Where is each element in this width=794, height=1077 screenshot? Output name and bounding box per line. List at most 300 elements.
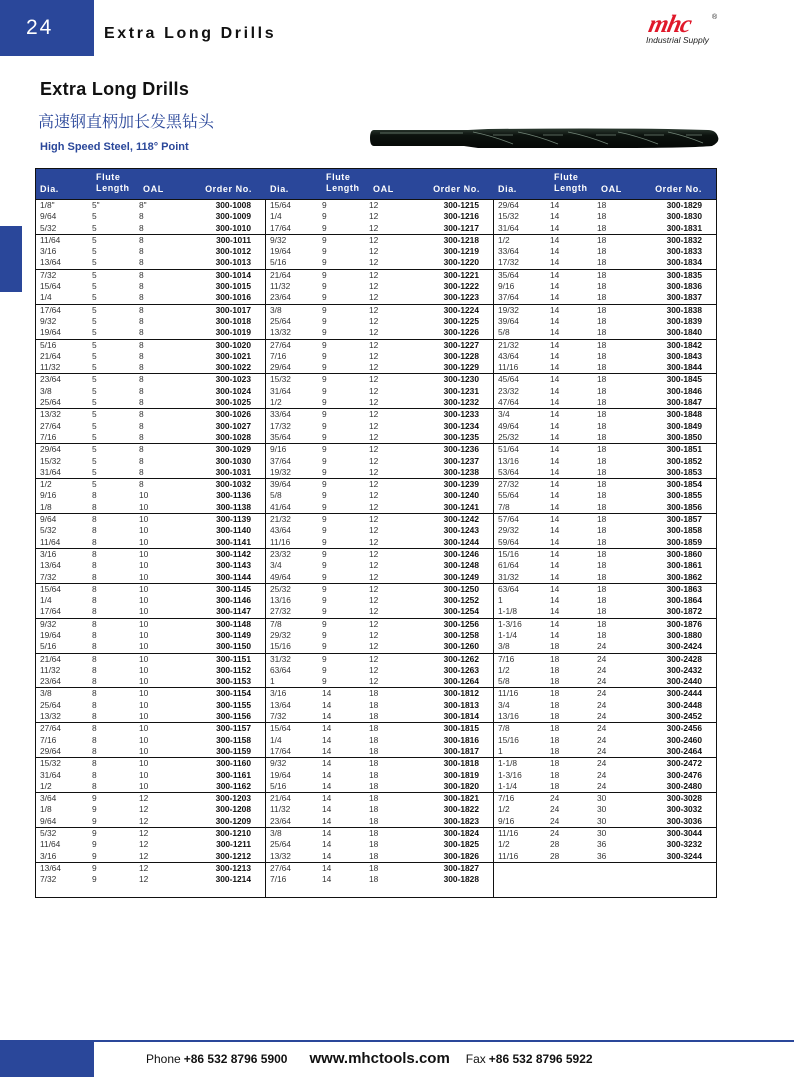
cell-flute-length: 14 bbox=[322, 828, 332, 839]
cell-flute-length: 14 bbox=[550, 431, 560, 442]
cell-order-no: 300-1847 bbox=[666, 397, 702, 408]
cell-dia: 3/64 bbox=[40, 793, 57, 804]
row-block bbox=[36, 688, 265, 723]
cell-oal: 12 bbox=[369, 525, 379, 536]
cell-oal: 10 bbox=[139, 536, 149, 547]
table-row bbox=[36, 362, 265, 373]
cell-order-no: 300-3032 bbox=[666, 804, 702, 815]
cell-oal: 12 bbox=[369, 676, 379, 687]
table-row bbox=[36, 490, 265, 501]
cell-order-no: 300-1230 bbox=[443, 374, 479, 385]
cell-order-no: 300-2464 bbox=[666, 745, 702, 756]
table-row bbox=[494, 537, 716, 548]
cell-oal: 18 bbox=[597, 583, 607, 594]
table-row bbox=[266, 397, 493, 408]
cell-order-no: 300-1835 bbox=[666, 269, 702, 280]
row-block bbox=[36, 270, 265, 305]
cell-oal: 12 bbox=[139, 828, 149, 839]
cell-order-no: 300-2424 bbox=[666, 641, 702, 652]
cell-order-no: 300-1817 bbox=[443, 745, 479, 756]
cell-flute-length: 5 bbox=[92, 211, 97, 222]
cell-oal: 12 bbox=[369, 444, 379, 455]
table-row bbox=[494, 770, 716, 781]
section-subtitle: High Speed Steel, 118° Point bbox=[40, 141, 189, 153]
cell-oal: 18 bbox=[597, 234, 607, 245]
cell-flute-length: 9 bbox=[322, 222, 327, 233]
cell-order-no: 300-1218 bbox=[443, 234, 479, 245]
row-block bbox=[494, 688, 716, 723]
cell-flute-length: 14 bbox=[550, 629, 560, 640]
cell-dia: 1/2 bbox=[498, 804, 510, 815]
cell-dia: 3/16 bbox=[40, 246, 57, 257]
cell-oal: 8 bbox=[139, 246, 144, 257]
cell-flute-length: 8 bbox=[92, 536, 97, 547]
cell-order-no: 300-1824 bbox=[443, 828, 479, 839]
cell-dia: 31/64 bbox=[40, 466, 61, 477]
row-block bbox=[266, 340, 493, 375]
cell-dia: 7/32 bbox=[40, 874, 57, 885]
cell-order-no: 300-1025 bbox=[215, 397, 251, 408]
cell-oal: 12 bbox=[369, 583, 379, 594]
cell-order-no: 300-1215 bbox=[443, 200, 479, 210]
cell-dia: 17/64 bbox=[270, 222, 291, 233]
cell-order-no: 300-1254 bbox=[443, 606, 479, 617]
cell-dia: 7/16 bbox=[40, 734, 57, 745]
cell-order-no: 300-1008 bbox=[215, 200, 251, 210]
cell-flute-length: 9 bbox=[322, 431, 327, 442]
cell-order-no: 300-1252 bbox=[443, 595, 479, 606]
cell-flute-length: 14 bbox=[322, 815, 332, 826]
cell-oal: 12 bbox=[139, 804, 149, 815]
cell-order-no: 300-1019 bbox=[215, 327, 251, 338]
cell-oal: 18 bbox=[597, 571, 607, 582]
table-row bbox=[494, 781, 716, 792]
row-block bbox=[266, 514, 493, 549]
cell-oal: 12 bbox=[369, 431, 379, 442]
cell-order-no: 300-1143 bbox=[216, 560, 251, 571]
cell-flute-length: 14 bbox=[550, 269, 560, 280]
row-block bbox=[494, 793, 716, 828]
cell-flute-length: 5 bbox=[92, 466, 97, 477]
cell-oal: 18 bbox=[597, 200, 607, 210]
cell-oal: 18 bbox=[369, 815, 379, 826]
cell-flute-length: 9 bbox=[322, 490, 327, 501]
cell-flute-length: 5 bbox=[92, 385, 97, 396]
cell-flute-length: 24 bbox=[550, 815, 560, 826]
cell-flute-length: 8 bbox=[92, 583, 97, 594]
cell-oal: 8 bbox=[139, 339, 144, 350]
cell-flute-length: 8 bbox=[92, 769, 97, 780]
cell-flute-length: 14 bbox=[550, 362, 560, 373]
cell-dia: 3/16 bbox=[40, 850, 57, 861]
cell-flute-length: 8 bbox=[92, 618, 97, 629]
cell-oal: 12 bbox=[369, 595, 379, 606]
cell-order-no: 300-1015 bbox=[215, 281, 251, 292]
header-dia: Dia. bbox=[270, 184, 289, 194]
cell-oal: 10 bbox=[139, 653, 149, 664]
cell-order-no: 300-1027 bbox=[215, 420, 251, 431]
cell-order-no: 300-1820 bbox=[443, 780, 479, 791]
cell-oal: 18 bbox=[597, 431, 607, 442]
cell-dia: 33/64 bbox=[270, 409, 291, 420]
cell-flute-length: 14 bbox=[550, 514, 560, 525]
row-block bbox=[36, 793, 265, 828]
cell-oal: 10 bbox=[139, 548, 149, 559]
cell-order-no: 300-1831 bbox=[666, 222, 702, 233]
cell-dia: 5/16 bbox=[270, 780, 287, 791]
cell-dia: 1-3/16 bbox=[498, 618, 522, 629]
row-block bbox=[36, 549, 265, 584]
cell-dia: 1/2 bbox=[498, 234, 510, 245]
row-block bbox=[494, 200, 716, 235]
cell-flute-length: 9 bbox=[322, 269, 327, 280]
cell-oal: 10 bbox=[139, 501, 149, 512]
table-row bbox=[494, 560, 716, 571]
table-row bbox=[36, 851, 265, 862]
table-row bbox=[266, 793, 493, 804]
cell-flute-length: 8 bbox=[92, 571, 97, 582]
cell-flute-length: 14 bbox=[550, 327, 560, 338]
cell-dia: 3/8 bbox=[270, 828, 282, 839]
cell-oal: 12 bbox=[369, 397, 379, 408]
table-row bbox=[494, 758, 716, 769]
cell-oal: 8 bbox=[139, 315, 144, 326]
cell-dia: 51/64 bbox=[498, 444, 519, 455]
cell-dia: 23/64 bbox=[40, 374, 61, 385]
cell-dia: 19/64 bbox=[270, 769, 291, 780]
table-row bbox=[36, 281, 265, 292]
row-block bbox=[494, 340, 716, 375]
table-row bbox=[266, 723, 493, 734]
cell-order-no: 300-1822 bbox=[443, 804, 479, 815]
header-oal: OAL bbox=[143, 184, 164, 194]
cell-order-no: 300-1816 bbox=[443, 734, 479, 745]
cell-order-no: 300-1010 bbox=[215, 222, 251, 233]
cell-dia: 27/32 bbox=[270, 606, 291, 617]
table-row bbox=[36, 549, 265, 560]
cell-order-no: 300-2440 bbox=[666, 676, 702, 687]
cell-flute-length: 18 bbox=[550, 711, 560, 722]
cell-flute-length: 14 bbox=[322, 688, 332, 699]
cell-order-no: 300-1842 bbox=[666, 339, 702, 350]
table-row bbox=[494, 654, 716, 665]
cell-dia: 1-1/4 bbox=[498, 780, 518, 791]
cell-order-no: 300-1862 bbox=[666, 571, 702, 582]
fax-number: +86 532 8796 5922 bbox=[488, 1052, 593, 1066]
cell-dia: 15/32 bbox=[270, 374, 291, 385]
cell-dia: 1-1/8 bbox=[498, 758, 518, 769]
cell-order-no: 300-1819 bbox=[443, 769, 479, 780]
cell-flute-length: 14 bbox=[550, 420, 560, 431]
cell-dia: 11/32 bbox=[40, 664, 61, 675]
table-row bbox=[494, 351, 716, 362]
table-row bbox=[36, 421, 265, 432]
cell-oal: 10 bbox=[139, 676, 149, 687]
cell-flute-length: 9 bbox=[322, 514, 327, 525]
column-group-1 bbox=[36, 200, 266, 897]
cell-oal: 12 bbox=[139, 862, 149, 873]
cell-oal: 18 bbox=[597, 479, 607, 490]
cell-flute-length: 9 bbox=[322, 385, 327, 396]
cell-order-no: 300-1214 bbox=[215, 874, 251, 885]
cell-dia: 11/64 bbox=[40, 536, 61, 547]
table-row bbox=[36, 223, 265, 234]
table-row bbox=[266, 514, 493, 525]
row-block bbox=[36, 340, 265, 375]
cell-flute-length: 24 bbox=[550, 804, 560, 815]
header-oal: OAL bbox=[373, 184, 394, 194]
row-block bbox=[266, 723, 493, 758]
cell-dia: 7/32 bbox=[270, 711, 287, 722]
table-row bbox=[266, 432, 493, 443]
cell-order-no: 300-1151 bbox=[216, 653, 251, 664]
row-block bbox=[494, 305, 716, 340]
cell-order-no: 300-1136 bbox=[216, 490, 251, 501]
row-block bbox=[36, 758, 265, 793]
table-row bbox=[36, 804, 265, 815]
cell-dia: 11/64 bbox=[40, 234, 61, 245]
cell-dia: 1 bbox=[270, 676, 275, 687]
row-block bbox=[36, 514, 265, 549]
row-block bbox=[494, 549, 716, 584]
cell-dia: 3/16 bbox=[40, 548, 57, 559]
cell-oal: 12 bbox=[369, 409, 379, 420]
cell-order-no: 300-1813 bbox=[443, 699, 479, 710]
cell-flute-length: 9 bbox=[322, 304, 327, 315]
cell-oal: 18 bbox=[597, 629, 607, 640]
table-row bbox=[36, 688, 265, 699]
cell-order-no: 300-1222 bbox=[443, 281, 479, 292]
table-row bbox=[494, 211, 716, 222]
cell-dia: 17/64 bbox=[270, 745, 291, 756]
cell-oal: 10 bbox=[139, 571, 149, 582]
cell-order-no: 300-1221 bbox=[443, 269, 479, 280]
cell-oal: 10 bbox=[139, 618, 149, 629]
cell-oal: 24 bbox=[597, 780, 607, 791]
cell-order-no: 300-1243 bbox=[443, 525, 479, 536]
cell-order-no: 300-1231 bbox=[443, 385, 479, 396]
table-row bbox=[494, 595, 716, 606]
cell-oal: 8 bbox=[139, 269, 144, 280]
table-row bbox=[266, 351, 493, 362]
phone-label: Phone bbox=[146, 1052, 181, 1066]
table-row bbox=[494, 397, 716, 408]
cell-oal: 18 bbox=[369, 758, 379, 769]
section-title: Extra Long Drills bbox=[40, 79, 190, 99]
cell-order-no: 300-1138 bbox=[216, 501, 251, 512]
table-row bbox=[266, 479, 493, 490]
table-row bbox=[266, 816, 493, 827]
cell-dia: 29/64 bbox=[40, 444, 61, 455]
table-row bbox=[36, 758, 265, 769]
table-row bbox=[36, 467, 265, 478]
cell-dia: 37/64 bbox=[270, 455, 291, 466]
cell-order-no: 300-1850 bbox=[666, 431, 702, 442]
cell-order-no: 300-1031 bbox=[215, 466, 251, 477]
cell-order-no: 300-1159 bbox=[216, 745, 251, 756]
table-row bbox=[36, 479, 265, 490]
cell-flute-length: 14 bbox=[550, 211, 560, 222]
table-row bbox=[36, 572, 265, 583]
row-block bbox=[494, 758, 716, 793]
cell-order-no: 300-1861 bbox=[666, 560, 702, 571]
cell-oal: 12 bbox=[139, 850, 149, 861]
cell-dia: 15/64 bbox=[270, 723, 291, 734]
cell-oal: 18 bbox=[369, 711, 379, 722]
cell-dia: 17/64 bbox=[40, 606, 61, 617]
cell-oal: 18 bbox=[369, 793, 379, 804]
cell-oal: 18 bbox=[597, 385, 607, 396]
cell-dia: 3/4 bbox=[498, 409, 510, 420]
cell-oal: 18 bbox=[597, 374, 607, 385]
cell-oal: 18 bbox=[597, 339, 607, 350]
header-title: Extra Long Drills bbox=[104, 25, 277, 42]
cell-order-no: 300-1234 bbox=[443, 420, 479, 431]
table-row bbox=[36, 292, 265, 303]
cell-dia: 35/64 bbox=[270, 431, 291, 442]
cell-order-no: 300-1233 bbox=[443, 409, 479, 420]
cell-oal: 12 bbox=[139, 839, 149, 850]
cell-order-no: 300-1856 bbox=[666, 501, 702, 512]
table-row bbox=[266, 327, 493, 338]
cell-flute-length: 14 bbox=[550, 234, 560, 245]
cell-flute-length: 8 bbox=[92, 490, 97, 501]
cell-flute-length: 14 bbox=[550, 501, 560, 512]
cell-flute-length: 5 bbox=[92, 315, 97, 326]
cell-dia: 23/64 bbox=[270, 292, 291, 303]
table-row bbox=[494, 641, 716, 652]
cell-flute-length: 8 bbox=[92, 629, 97, 640]
cell-dia: 13/32 bbox=[270, 327, 291, 338]
cell-flute-length: 9 bbox=[322, 409, 327, 420]
table-row bbox=[494, 235, 716, 246]
cell-oal: 18 bbox=[597, 211, 607, 222]
cell-flute-length: 14 bbox=[322, 850, 332, 861]
cell-order-no: 300-1155 bbox=[216, 699, 251, 710]
cell-order-no: 300-1863 bbox=[666, 583, 702, 594]
table-header bbox=[36, 169, 716, 200]
table-row bbox=[266, 549, 493, 560]
website-link[interactable]: www.mhctools.com bbox=[309, 1050, 450, 1067]
cell-dia: 5/32 bbox=[40, 525, 57, 536]
header-dia: Dia. bbox=[498, 184, 517, 194]
cell-order-no: 300-1250 bbox=[443, 583, 479, 594]
cell-order-no: 300-1814 bbox=[443, 711, 479, 722]
cell-dia: 1/8 bbox=[40, 804, 52, 815]
cell-flute-length: 14 bbox=[550, 444, 560, 455]
table-row bbox=[266, 421, 493, 432]
cell-oal: 18 bbox=[369, 862, 379, 873]
table-row bbox=[494, 467, 716, 478]
cell-dia: 7/8 bbox=[270, 618, 282, 629]
cell-oal: 12 bbox=[369, 292, 379, 303]
cell-flute-length: 8 bbox=[92, 525, 97, 536]
cell-dia: 39/64 bbox=[270, 479, 291, 490]
footer-tab bbox=[0, 1040, 94, 1077]
cell-dia: 41/64 bbox=[270, 501, 291, 512]
cell-oal: 24 bbox=[597, 745, 607, 756]
table-row bbox=[494, 270, 716, 281]
cell-oal: 24 bbox=[597, 699, 607, 710]
cell-dia: 63/64 bbox=[498, 583, 519, 594]
cell-order-no: 300-1009 bbox=[215, 211, 251, 222]
cell-dia: 13/16 bbox=[498, 455, 519, 466]
cell-oal: 30 bbox=[597, 815, 607, 826]
cell-order-no: 300-1217 bbox=[443, 222, 479, 233]
row-block bbox=[36, 305, 265, 340]
cell-flute-length: 14 bbox=[550, 618, 560, 629]
header-group-2 bbox=[266, 169, 494, 199]
cell-dia: 5/8 bbox=[498, 676, 510, 687]
row-block bbox=[494, 374, 716, 409]
cell-order-no: 300-2476 bbox=[666, 769, 702, 780]
cell-dia: 15/16 bbox=[270, 641, 291, 652]
cell-oal: 30 bbox=[597, 793, 607, 804]
cell-oal: 12 bbox=[139, 815, 149, 826]
cell-dia: 25/32 bbox=[270, 583, 291, 594]
cell-oal: 18 bbox=[369, 699, 379, 710]
cell-order-no: 300-1203 bbox=[215, 793, 251, 804]
cell-flute-length: 14 bbox=[322, 793, 332, 804]
table-row bbox=[266, 386, 493, 397]
table-row bbox=[36, 409, 265, 420]
cell-order-no: 300-1238 bbox=[443, 466, 479, 477]
table-row bbox=[36, 770, 265, 781]
cell-dia: 9/16 bbox=[40, 490, 57, 501]
cell-order-no: 300-1211 bbox=[216, 839, 251, 850]
cell-order-no: 300-1213 bbox=[215, 862, 251, 873]
table-row bbox=[494, 316, 716, 327]
table-row bbox=[36, 432, 265, 443]
cell-flute-length: 5 bbox=[92, 304, 97, 315]
cell-flute-length: 14 bbox=[322, 711, 332, 722]
cell-order-no: 300-1161 bbox=[216, 769, 251, 780]
cell-dia: 37/64 bbox=[498, 292, 519, 303]
cell-order-no: 300-1236 bbox=[443, 444, 479, 455]
cell-dia: 25/64 bbox=[40, 699, 61, 710]
cell-dia: 11/32 bbox=[270, 281, 291, 292]
cell-order-no: 300-3044 bbox=[666, 828, 702, 839]
cell-dia: 1/2 bbox=[270, 397, 282, 408]
cell-flute-length: 14 bbox=[550, 222, 560, 233]
cell-dia: 35/64 bbox=[498, 269, 519, 280]
cell-dia: 1/2 bbox=[498, 839, 510, 850]
cell-oal: 8 bbox=[139, 466, 144, 477]
table-row bbox=[266, 270, 493, 281]
table-row bbox=[494, 257, 716, 268]
cell-dia: 21/32 bbox=[270, 514, 291, 525]
cell-flute-length: 9 bbox=[322, 641, 327, 652]
cell-dia: 15/32 bbox=[498, 211, 519, 222]
header-dia: Dia. bbox=[40, 184, 59, 194]
cell-dia: 9/64 bbox=[40, 514, 57, 525]
cell-dia: 43/64 bbox=[498, 350, 519, 361]
footer-contact bbox=[146, 1050, 593, 1067]
cell-dia: 1 bbox=[498, 745, 503, 756]
logo-subtitle: Industrial Supply bbox=[646, 35, 709, 45]
cell-oal: 10 bbox=[139, 769, 149, 780]
cell-oal: 18 bbox=[369, 804, 379, 815]
cell-oal: 12 bbox=[369, 269, 379, 280]
cell-flute-length: 9 bbox=[92, 862, 97, 873]
cell-dia: 61/64 bbox=[498, 560, 519, 571]
page-number-tab bbox=[0, 0, 94, 56]
cell-flute-length: 9 bbox=[322, 420, 327, 431]
cell-dia: 11/16 bbox=[270, 536, 291, 547]
cell-order-no: 300-1834 bbox=[666, 257, 702, 268]
row-block bbox=[494, 619, 716, 654]
cell-order-no: 300-1210 bbox=[215, 828, 251, 839]
